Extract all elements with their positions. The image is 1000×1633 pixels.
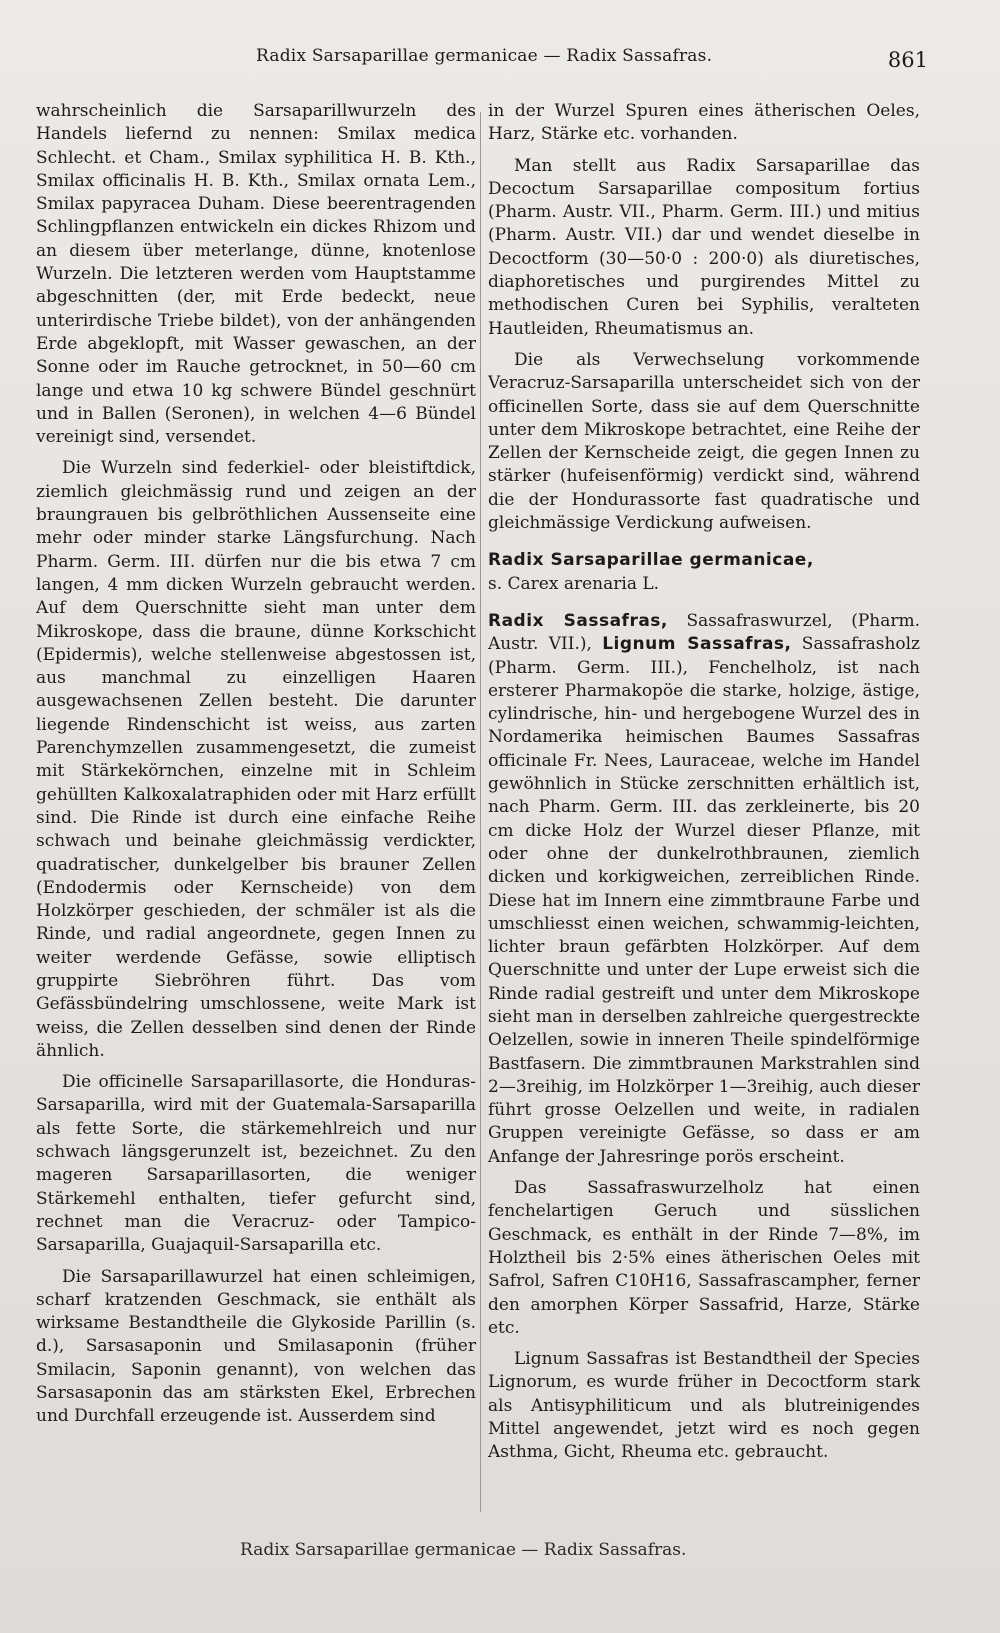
paragraph: Das Sassafraswurzelholz hat einen fenchelartigen Geruch und süsslichen Geschmack, es enthält in der Rinde 7—8%, im Holztheil bis 2·5% eines ätherischen Oeles mit Safrol, Safren C10H16, Sassafrascampher, ferner den amorphen Körper Sassafrid, Harze, Stärke etc. <box>488 1178 920 1338</box>
entry-heading: Lignum Sassafras, <box>602 634 792 655</box>
running-head: Radix Sarsaparillae germanicae — Radix Sassafras. <box>256 46 713 66</box>
page-number: 861 <box>887 48 928 72</box>
paragraph: Die officinelle Sarsaparillasorte, die Honduras-Sarsaparilla, wird mit der Guatemala-Sarsaparilla als fette Sorte, die stärkemehlreich und nur schwach längsgerunzelt ist, bezeichnet. Zu den mageren Sarsaparillasorten, die weniger Stärkemehl enthalten, tiefer gefurcht sind, rechnet man die Veracruz- oder Tampico-Sarsaparilla, Guajaquil-Sarsaparilla etc. <box>36 1072 476 1256</box>
entry-text: s. Carex arenaria L. <box>488 573 660 594</box>
paragraph: in der Wurzel Spuren eines ätherischen Oeles, Harz, Stärke etc. vorhanden. <box>488 101 920 145</box>
paragraph: Die als Verwechselung vorkommende Veracruz-Sarsaparilla unterscheidet sich von der officinellen Sorte, dass sie auf dem Querschnitte unter dem Mikroskope betrachtet, eine Reihe der Zellen der Kernscheide zeigt, die gegen Innen zu stärker (hufeisenförmig) verdickt sind, während die der Hondurassorte fast quadratische und gleichmässige Verdickung aufweisen. <box>488 349 920 534</box>
column-divider <box>480 112 481 1512</box>
entry-heading: Radix Sarsaparillae germanicae, <box>488 550 814 571</box>
right-column <box>488 100 920 1465</box>
entry-sassafras <box>488 610 920 1169</box>
entry-text: Sassafrasholz (Pharm. Germ. III.), Fenchelholz, ist nach ersterer Pharmakopöe die starke, holzige, ästige, cylindrische, hin- und hergebogene Wurzel des in Nordamerika heimischen Baumes Sassafras officinale Fr. Nees, Lauraceae, welche im Handel gewöhnlich in Stücke zerschnitten erhältlich ist, nach Pharm. Germ. III. das zerkleinerte, bis 20 cm dicke Holz der Wurzel dieser Pflanze, mit oder ohne der dunkelrothbraunen, ziemlich dicken und korkigweichen, zerreiblichen Rinde. Diese hat im Innern eine zimmtbraune Farbe und umschliesst einen weichen, schwammig-leichten, lichter braun gefärbten Holzkörper. Auf dem Querschnitte und unter der Lupe erweist sich die Rinde radial gestreift und unter dem Mikroskope sieht man in derselben zahlreiche quergestreckte Oelzellen, sowie in inneren Theile spindelförmige Bastfasern. Die zimmtbraunen Markstrahlen sind 2—3reihig, im Holzkörper 1—3reihig, auch dieser führt grosse Oelzellen und weite, in radialen Gruppen vereinigte Gefässe, so dass er am Anfange der Jahresringe porös erscheint. <box>488 634 921 1167</box>
paragraph: Lignum Sassafras ist Bestandtheil der Species Lignorum, es wurde früher in Decoctform stark als Antisyphiliticum und als blutreinigendes Mittel angewendet, jetzt wird es noch gegen Asthma, Gicht, Rheuma etc. gebraucht. <box>488 1349 920 1463</box>
paragraph: Die Wurzeln sind federkiel- oder bleistiftdick, ziemlich gleichmässig rund und zeigen an der braungrauen bis gelbröthlichen Aussenseite eine mehr oder minder starke Längsfurchung. Nach Pharm. Germ. III. dürfen nur die bis etwa 7 cm langen, 4 mm dicken Wurzeln gebraucht werden. Auf dem Querschnitte sieht man unter dem Mikroskope, dass die braune, dünne Korkschicht (Epidermis), welche stellenweise abgestossen ist, aus manchmal zu einzelligen Haaren ausgewachsenen Zellen besteht. Die darunter liegende Rindenschicht ist weiss, aus zarten Parenchymzellen zusammengesetzt, die zumeist mit Stärkekörnchen, einzelne mit in Schleim gehüllten Kalkoxalatraphiden oder mit Harz erfüllt sind. Die Rinde ist durch eine einfache Reihe schwach und beinahe gleichmässig verdickter, quadratischer, dunkelgelber bis brauner Zellen (Endodermis oder Kernscheide) von dem Holzkörper geschieden, der schmäler ist als die Rinde, und radial angeordnete, gegen Innen zu weiter werdende Gefässe, sowie elliptisch gruppirte Siebröhren führt. Das vom Gefässbündelring umschlossene, weite Mark ist weiss, die Zellen desselben sind denen der Rinde ähnlich. <box>36 458 476 1061</box>
paragraph: wahrscheinlich die Sarsaparillwurzeln des Handels liefernd zu nennen: Smilax medica Schlecht. et Cham., Smilax syphilitica H. B. Kth., Smilax officinalis H. B. Kth., Smilax ornata Lem., Smilax papyracea Duham. Diese beerentragenden Schlingpflanzen entwickeln ein dickes Rhizom und an diesem über meterlange, dünne, knotenlose Wurzeln. Die letzteren werden vom Hauptstamme abgeschnitten (der, mit Erde bedeckt, neue unterirdische Triebe bildet), von der anhängenden Erde abgeklopft, mit Wasser gewaschen, an der Sonne oder im Rauche getrocknet, in 50—60 cm lange und etwa 10 kg schwere Bündel geschnürt und in Ballen (Seronen), in welchen 4—6 Bündel vereinigt sind, versendet. <box>36 101 476 448</box>
paragraph: Man stellt aus Radix Sarsaparillae das Decoctum Sarsaparillae compositum fortius (Pharm. Austr. VII., Pharm. Germ. III.) und mitius (Pharm. Austr. VII.) dar und wendet dieselbe in Decoctform (30—50·0 : 200·0) als diuretisches, diaphoretisches und purgirendes Mittel zu methodischen Curen bei Syphilis, veralteten Hautleiden, Rheumatismus an. <box>488 155 920 339</box>
page-footer: Radix Sarsaparillae germanicae — Radix Sassafras. <box>240 1540 687 1560</box>
paragraph: Die Sarsaparillawurzel hat einen schleimigen, scharf kratzenden Geschmack, sie enthält als wirksame Bestandtheile die Glykoside Parillin (s. d.), Sarsasaponin und Smilasaponin (früher Smilacin, Saponin genannt), von welchen das Sarsasaponin das am stärksten Ekel, Erbrechen und Durchfall erzeugende ist. Ausserdem sind <box>36 1266 476 1427</box>
left-column <box>36 100 476 1429</box>
entry-heading: Radix Sassafras, <box>488 610 668 631</box>
entry-text: Sassafraswurzel, (Pharm. Austr. VII.), <box>488 610 921 655</box>
entry-carex <box>488 549 920 596</box>
